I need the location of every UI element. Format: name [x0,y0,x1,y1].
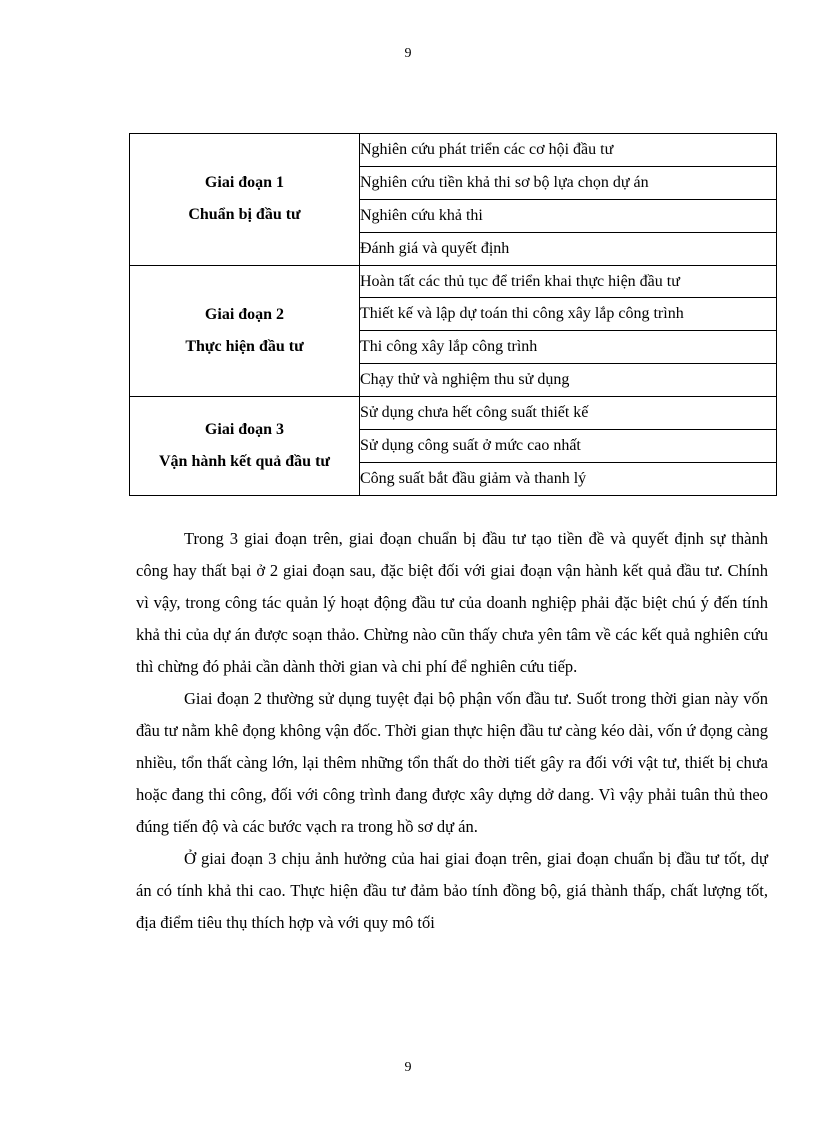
stage-step: Hoàn tất các thủ tục để triển khai thực hiện đầu tư [360,265,777,298]
body-text [136,523,768,939]
table-row [130,134,777,167]
paragraph: Trong 3 giai đoạn trên, giai đoạn chuẩn bị đầu tư tạo tiền đề và quyết định sự thành công hay thất bại ở 2 giai đoạn sau, đặc biệt đối với giai đoạn vận hành kết quả đầu tư. Chính vì vậy, trong công tác quản lý hoạt động đầu tư của doanh nghiệp phải đặc biệt chú ý đến tính khả thi của dự án được soạn thảo. Chừng nào cũn thấy chưa yên tâm về các kết quả nghiên cứu thì chừng đó phải cần dành thời gian và chi phí để nghiên cứu tiếp. [136,529,768,676]
table-row [130,397,777,430]
stage-step: Đánh giá và quyết định [360,232,777,265]
stage-1-cell [130,134,360,266]
stage-step: Công suất bắt đầu giảm và thanh lý [360,462,777,495]
page-number-bottom: 9 [404,1060,412,1075]
page-number-top: 9 [404,46,412,61]
stage-step: Thiết kế và lập dự toán thi công xây lắp công trình [360,298,777,331]
stage-name: Thực hiện đầu tư [185,337,304,355]
stage-step: Nghiên cứu khả thi [360,199,777,232]
stage-name: Vận hành kết quả đầu tư [159,452,330,470]
stage-2-cell [130,265,360,397]
table-row [130,265,777,298]
stage-step: Sử dụng công suất ở mức cao nhất [360,430,777,463]
paragraph: Giai đoạn 2 thường sử dụng tuyệt đại bộ phận vốn đầu tư. Suốt trong thời gian này vốn đầu tư nằm khê đọng không vận đốc. Thời gian thực hiện đầu tư càng kéo dài, vốn ứ đọng càng nhiều, tổn thất càng lớn, lại thêm những tổn thất do thời tiết gây ra đối với vật tư, thiết bị chưa hoặc đang thi công, đối với công trình đang được xây dựng dở dang. Vì vậy phải tuân thủ theo đúng tiến độ và các bước vạch ra trong hồ sơ dự án. [136,689,768,836]
stage-step: Nghiên cứu tiền khả thi sơ bộ lựa chọn dự án [360,166,777,199]
investment-stages-table [129,133,777,496]
stage-title: Giai đoạn 1 [204,174,285,192]
stage-step: Thi công xây lắp công trình [360,331,777,364]
stage-3-cell [130,397,360,496]
paragraph: Ở giai đoạn 3 chịu ảnh hưởng của hai giai đoạn trên, giai đoạn chuẩn bị đầu tư tốt, dự án có tính khả thi cao. Thực hiện đầu tư đảm bảo tính đồng bộ, giá thành thấp, chất lượng tốt, địa điểm tiêu thụ thích hợp và với quy mô tối [136,849,768,932]
stage-title: Giai đoạn 3 [204,420,285,438]
stage-step: Nghiên cứu phát triển các cơ hội đầu tư [360,134,777,167]
stage-name: Chuẩn bị đầu tư [188,206,301,224]
stage-step: Sử dụng chưa hết công suất thiết kế [360,397,777,430]
stage-step: Chạy thử và nghiệm thu sử dụng [360,364,777,397]
stage-title: Giai đoạn 2 [204,305,285,323]
